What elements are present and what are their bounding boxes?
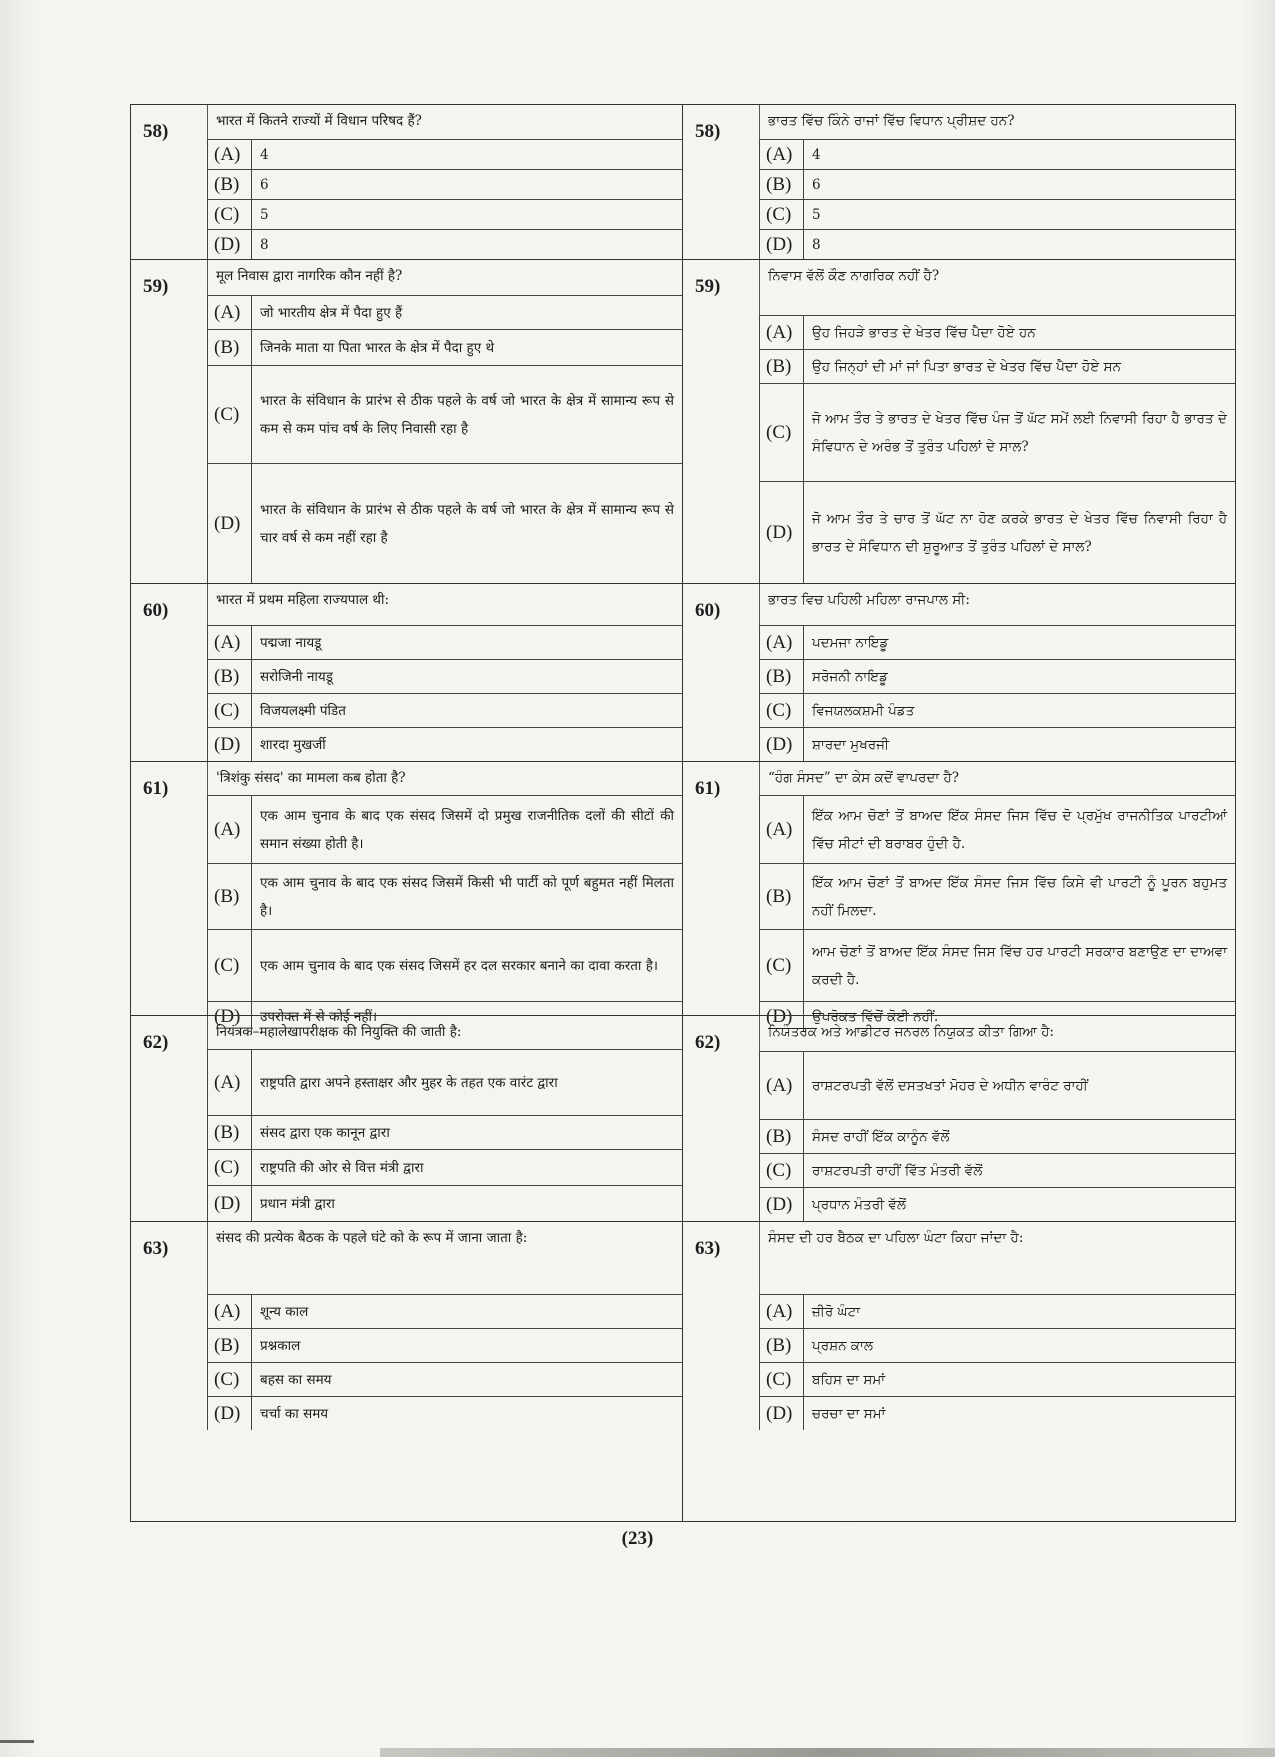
question-body xyxy=(759,1016,1235,1221)
option-text-cell xyxy=(804,1363,1235,1396)
option-letter: (C) xyxy=(760,1154,804,1187)
option-text: ਉਹ ਜਿਨ੍ਹਾਂ ਦੀ ਮਾਂ ਜਾਂ ਪਿਤਾ ਭਾਰਤ ਦੇ ਖੇਤਰ ਵਿੱਚ ਪੈਦਾ ਹੋਏ ਸਨ xyxy=(812,358,1121,375)
option-list xyxy=(207,139,682,259)
option-row xyxy=(207,169,682,199)
option-text-cell xyxy=(804,170,1235,199)
option-text: ਉਪਰੋਕਤ ਵਿੱਚੋਂ ਕੋਈ ਨਹੀਂ. xyxy=(812,1008,939,1025)
question-body xyxy=(207,105,682,259)
option-row xyxy=(207,693,682,727)
option-row xyxy=(207,1115,682,1149)
option-letter: (C) xyxy=(760,384,804,481)
option-text: ਸੰਸਦ ਰਾਹੀਂ ਇੱਕ ਕਾਨੂੰਨ ਵੱਲੋਂ xyxy=(812,1128,950,1145)
option-text-cell xyxy=(252,1186,682,1221)
option-letter: (C) xyxy=(208,1363,252,1396)
option-text: ਸਰੋਜਨੀ ਨਾਇਡੂ xyxy=(812,668,888,685)
option-text-cell xyxy=(804,1397,1235,1430)
option-row xyxy=(207,365,682,463)
option-letter: (D) xyxy=(760,1002,804,1031)
option-text-cell xyxy=(252,626,682,659)
option-text: भारत के संविधान के प्रारंभ से ठीक पहले के वर्ष जो भारत के क्षेत्र में सामान्य रूप से कम से कम पांच वर्ष के लिए निवासी रहा है xyxy=(260,392,674,437)
question-body xyxy=(207,584,682,761)
option-text: ਰਾਸ਼ਟਰਪਤੀ ਵੱਲੋਂ ਦਸਤਖਤਾਂ ਮੋਹਰ ਦੇ ਅਧੀਨ ਵਾਰੰਟ ਰਾਹੀਂ xyxy=(812,1077,1088,1094)
option-text: सरोजिनी नायडू xyxy=(260,668,333,685)
question-block xyxy=(131,1015,682,1221)
option-letter: (A) xyxy=(208,1295,252,1328)
question-stem: ਨਿਯੰਤਰਕ ਅਤੇ ਆਡੀਟਰ ਜਨਰਲ ਨਿਯੁਕਤ ਕੀਤਾ ਗਿਆ ਹੈ: xyxy=(759,1016,1235,1051)
question-body xyxy=(759,762,1235,1027)
option-row xyxy=(759,139,1235,169)
option-list xyxy=(207,295,682,583)
option-text: ਵਿਜਯਲਕਸ਼ਮੀ ਪੰਡਤ xyxy=(812,702,915,719)
option-text: संसद द्वारा एक कानून द्वारा xyxy=(260,1124,390,1141)
option-row xyxy=(759,1051,1235,1119)
question-block xyxy=(131,105,682,259)
option-letter: (D) xyxy=(760,230,804,259)
option-letter: (A) xyxy=(208,626,252,659)
option-text-cell xyxy=(804,626,1235,659)
option-text-cell xyxy=(804,350,1235,383)
option-row xyxy=(207,229,682,259)
option-row xyxy=(759,349,1235,383)
option-text: एक आम चुनाव के बाद एक संसद जिसमें हर दल सरकार बनाने का दावा करता है। xyxy=(260,957,658,974)
option-letter: (C) xyxy=(208,694,252,727)
option-letter: (A) xyxy=(760,1052,804,1119)
scan-edge-mark xyxy=(0,1740,34,1743)
option-letter: (B) xyxy=(760,350,804,383)
option-text-cell xyxy=(252,1397,682,1430)
option-list xyxy=(759,315,1235,583)
option-row xyxy=(207,1328,682,1362)
option-text: प्रश्नकाल xyxy=(260,1337,301,1354)
option-row xyxy=(207,199,682,229)
option-text-cell xyxy=(804,1154,1235,1187)
option-list xyxy=(207,1294,682,1430)
option-text: ਰਾਸ਼ਟਰਪਤੀ ਰਾਹੀਂ ਵਿੱਤ ਮੰਤਰੀ ਵੱਲੋਂ xyxy=(812,1162,983,1179)
option-row xyxy=(207,1362,682,1396)
option-letter: (A) xyxy=(760,316,804,349)
question-body xyxy=(759,260,1235,583)
option-text: ਆਮ ਚੋਣਾਂ ਤੋਂ ਬਾਅਦ ਇੱਕ ਸੰਸਦ ਜਿਸ ਵਿੱਚ ਹਰ ਪਾਰਟੀ ਸਰਕਾਰ ਬਣਾਉਣ ਦਾ ਦਾਅਵਾ ਕਰਦੀ ਹੈ. xyxy=(812,943,1227,988)
option-row xyxy=(207,295,682,329)
option-letter: (B) xyxy=(208,1329,252,1362)
option-letter: (D) xyxy=(208,464,252,583)
option-letter: (B) xyxy=(760,864,804,929)
option-letter: (B) xyxy=(208,864,252,929)
question-stem: मूल निवास द्वारा नागरिक कौन नहीं है? xyxy=(207,260,682,295)
option-text-cell xyxy=(252,140,682,169)
option-text-cell xyxy=(804,200,1235,229)
option-text: एक आम चुनाव के बाद एक संसद जिसमें किसी भी पार्टी को पूर्ण बहुमत नहीं मिलता है। xyxy=(260,874,674,919)
option-text-cell xyxy=(252,864,682,929)
option-row xyxy=(759,169,1235,199)
option-letter: (B) xyxy=(760,1120,804,1153)
option-row xyxy=(759,315,1235,349)
option-text-cell xyxy=(252,796,682,863)
option-letter: (C) xyxy=(208,930,252,1001)
option-row xyxy=(759,693,1235,727)
option-text-cell xyxy=(804,1329,1235,1362)
question-block xyxy=(683,1221,1235,1427)
option-text-cell xyxy=(252,1363,682,1396)
option-text-cell xyxy=(252,170,682,199)
option-text: 6 xyxy=(812,176,821,193)
option-text: उपरोक्त में से कोई नहीं। xyxy=(260,1008,378,1025)
option-letter: (D) xyxy=(208,230,252,259)
option-letter: (D) xyxy=(208,728,252,761)
option-text-cell xyxy=(252,1050,682,1115)
option-text: एक आम चुनाव के बाद एक संसद जिसमें दो प्रमुख राजनीतिक दलों की सीटों की समान संख्या होती है। xyxy=(260,807,674,852)
question-body xyxy=(207,1222,682,1427)
option-row xyxy=(759,795,1235,863)
option-letter: (C) xyxy=(208,366,252,463)
question-block xyxy=(683,583,1235,761)
option-text: ਇੱਕ ਆਮ ਚੋਣਾਂ ਤੋਂ ਬਾਅਦ ਇੱਕ ਸੰਸਦ ਜਿਸ ਵਿੱਚ ਕਿਸੇ ਵੀ ਪਾਰਟੀ ਨੂੰ ਪੂਰਨ ਬਹੁਮਤ ਨਹੀਂ ਮਿਲਦਾ. xyxy=(812,874,1227,919)
option-text-cell xyxy=(252,230,682,259)
question-body xyxy=(759,105,1235,259)
question-stem: नियंत्रक–महालेखापरीक्षक की नियुक्ति की जाती है: xyxy=(207,1016,682,1049)
option-text: राष्ट्रपति की ओर से वित्त मंत्री द्वारा xyxy=(260,1159,424,1176)
option-letter: (C) xyxy=(208,1150,252,1185)
option-letter: (A) xyxy=(208,796,252,863)
option-letter: (B) xyxy=(208,170,252,199)
question-number: 61) xyxy=(143,778,169,799)
question-number: 59) xyxy=(695,276,721,297)
question-stem: “ਹੰਗ ਸੰਸਦ” ਦਾ ਕੇਸ ਕਦੋਂ ਵਾਪਰਦਾ ਹੈ? xyxy=(759,762,1235,795)
option-row xyxy=(207,1396,682,1430)
option-text: ਸ਼ਾਰਦਾ ਮੁਖਰਜੀ xyxy=(812,736,890,753)
question-stem: संसद की प्रत्येक बैठक के पहले घंटे को के रूप में जाना जाता है: xyxy=(207,1222,682,1294)
page-number: (23) xyxy=(621,1528,654,1549)
option-row xyxy=(207,863,682,929)
option-letter: (C) xyxy=(760,930,804,1001)
option-letter: (C) xyxy=(760,200,804,229)
option-letter: (A) xyxy=(760,1295,804,1328)
question-block xyxy=(131,259,682,583)
option-row xyxy=(207,139,682,169)
option-row xyxy=(759,625,1235,659)
option-text-cell xyxy=(804,230,1235,259)
option-text-cell xyxy=(804,728,1235,761)
option-text: जिनके माता या पिता भारत के क्षेत्र में पैदा हुए थे xyxy=(260,339,495,356)
option-text-cell xyxy=(804,140,1235,169)
question-block xyxy=(131,1221,682,1427)
option-text: जो भारतीय क्षेत्र में पैदा हुए हैं xyxy=(260,304,403,321)
option-letter: (D) xyxy=(208,1397,252,1430)
question-block xyxy=(683,1015,1235,1221)
option-row xyxy=(207,795,682,863)
option-text: ਉਹ ਜਿਹੜੇ ਭਾਰਤ ਦੇ ਖੇਤਰ ਵਿੱਚ ਪੈਦਾ ਹੋਏ ਹਨ xyxy=(812,324,1036,341)
option-list xyxy=(759,1294,1235,1430)
option-text-cell xyxy=(804,1120,1235,1153)
option-list xyxy=(759,795,1235,1031)
option-text-cell xyxy=(252,930,682,1001)
question-stem: 'त्रिशंकु संसद' का मामला कब होता है? xyxy=(207,762,682,795)
option-list xyxy=(207,625,682,761)
question-block xyxy=(683,105,1235,259)
option-row xyxy=(759,659,1235,693)
option-letter: (A) xyxy=(760,140,804,169)
option-letter: (D) xyxy=(208,1002,252,1031)
question-block xyxy=(683,259,1235,583)
question-stem: ਸੰਸਦ ਦੀ ਹਰ ਬੈਠਕ ਦਾ ਪਹਿਲਾ ਘੰਟਾ ਕਿਹਾ ਜਾਂਦਾ ਹੈ: xyxy=(759,1222,1235,1294)
option-text-cell xyxy=(804,1188,1235,1221)
question-stem: भारत में कितने राज्यों में विधान परिषद हैं? xyxy=(207,105,682,139)
option-letter: (D) xyxy=(760,1188,804,1221)
punjabi-column xyxy=(683,105,1235,1521)
option-row xyxy=(207,727,682,761)
option-text-cell xyxy=(804,1052,1235,1119)
option-text-cell xyxy=(252,1295,682,1328)
option-letter: (A) xyxy=(760,626,804,659)
option-row xyxy=(207,625,682,659)
option-list xyxy=(207,1049,682,1221)
option-row xyxy=(207,929,682,1001)
question-number: 63) xyxy=(695,1238,721,1259)
option-text-cell xyxy=(252,694,682,727)
option-letter: (D) xyxy=(208,1186,252,1221)
question-number: 62) xyxy=(695,1032,721,1053)
option-row xyxy=(207,329,682,365)
option-letter: (D) xyxy=(760,1397,804,1430)
option-text: शून्य काल xyxy=(260,1303,309,1320)
option-text: ਇੱਕ ਆਮ ਚੋਣਾਂ ਤੋਂ ਬਾਅਦ ਇੱਕ ਸੰਸਦ ਜਿਸ ਵਿੱਚ ਦੋ ਪ੍ਰਮੁੱਖ ਰਾਜਨੀਤਿਕ ਪਾਰਟੀਆਂ ਵਿੱਚ ਸੀਟਾਂ ਦੀ ਬਰਾਬਰ ਹੁੰਦੀ ਹੈ. xyxy=(812,807,1227,852)
question-block xyxy=(131,583,682,761)
option-text: पद्मजा नायडू xyxy=(260,634,322,651)
option-row xyxy=(759,1362,1235,1396)
option-text: 8 xyxy=(812,236,821,253)
option-row xyxy=(207,1049,682,1115)
question-number: 58) xyxy=(695,121,721,142)
option-list xyxy=(759,1051,1235,1221)
question-body xyxy=(759,1222,1235,1427)
option-list xyxy=(207,795,682,1031)
option-row xyxy=(759,1153,1235,1187)
option-letter: (B) xyxy=(760,170,804,199)
option-text-cell xyxy=(252,1116,682,1149)
option-text: शारदा मुखर्जी xyxy=(260,736,326,753)
option-row xyxy=(207,1294,682,1328)
option-text: 6 xyxy=(260,176,269,193)
option-text-cell xyxy=(252,464,682,583)
option-text: विजयलक्ष्मी पंडित xyxy=(260,702,346,719)
option-letter: (C) xyxy=(760,1363,804,1396)
question-body xyxy=(207,1016,682,1221)
option-row xyxy=(759,229,1235,259)
option-text: ਜੋ ਆਮ ਤੌਰ ਤੇ ਚਾਰ ਤੋਂ ਘੱਟ ਨਾ ਹੋਣ ਕਰਕੇ ਭਾਰਤ ਦੇ ਖੇਤਰ ਵਿੱਚ ਨਿਵਾਸੀ ਰਿਹਾ ਹੈ ਭਾਰਤ ਦੇ ਸੰਵਿਧਾਨ ਦੀ ਸ਼ੁਰੂਆਤ ਤੋਂ ਤੁਰੰਤ ਪਹਿਲਾਂ ਦੇ ਸਾਲ? xyxy=(812,510,1227,555)
option-letter: (B) xyxy=(760,1329,804,1362)
option-row xyxy=(759,1396,1235,1430)
option-letter: (C) xyxy=(760,694,804,727)
question-stem: ਨਿਵਾਸ ਵੱਲੋਂ ਕੌਣ ਨਾਗਰਿਕ ਨਹੀਂ ਹੈ? xyxy=(759,260,1235,315)
option-text-cell xyxy=(804,482,1235,583)
option-row xyxy=(759,1187,1235,1221)
scan-bottom-shadow xyxy=(380,1748,1275,1757)
question-body xyxy=(207,260,682,583)
question-body xyxy=(207,762,682,1027)
option-text-cell xyxy=(252,200,682,229)
option-letter: (D) xyxy=(760,482,804,583)
option-row xyxy=(759,929,1235,1001)
option-text: बहस का समय xyxy=(260,1371,332,1388)
option-row xyxy=(759,481,1235,583)
question-number: 59) xyxy=(143,276,169,297)
option-text: ਜੋ ਆਮ ਤੌਰ ਤੇ ਭਾਰਤ ਦੇ ਖੇਤਰ ਵਿੱਚ ਪੰਜ ਤੋਂ ਘੱਟ ਸਮੇਂ ਲਈ ਨਿਵਾਸੀ ਰਿਹਾ ਹੈ ਭਾਰਤ ਦੇ ਸੰਵਿਧਾਨ ਦੇ ਅਰੰਭ ਤੋਂ ਤੁਰੰਤ ਪਹਿਲਾਂ ਦੇ ਸਾਲ? xyxy=(812,410,1227,455)
option-text: चर्चा का समय xyxy=(260,1405,329,1422)
option-text: ਪ੍ਰਸ਼ਨ ਕਾਲ xyxy=(812,1337,873,1354)
hindi-column xyxy=(131,105,683,1521)
question-number: 61) xyxy=(695,778,721,799)
option-text-cell xyxy=(804,930,1235,1001)
option-text: 5 xyxy=(260,206,269,223)
question-table xyxy=(130,104,1236,1522)
option-letter: (D) xyxy=(760,728,804,761)
option-row xyxy=(207,1185,682,1221)
question-number: 63) xyxy=(143,1238,169,1259)
option-letter: (A) xyxy=(208,1050,252,1115)
option-text: 8 xyxy=(260,236,269,253)
option-letter: (A) xyxy=(208,140,252,169)
option-text-cell xyxy=(804,1295,1235,1328)
question-stem: भारत में प्रथम महिला राज्यपाल थी: xyxy=(207,584,682,625)
option-row xyxy=(759,863,1235,929)
option-row xyxy=(759,1328,1235,1362)
question-stem: ਭਾਰਤ ਵਿੱਚ ਕਿੰਨੇ ਰਾਜਾਂ ਵਿੱਚ ਵਿਧਾਨ ਪ੍ਰੀਸ਼ਦ ਹਨ? xyxy=(759,105,1235,139)
question-stem: ਭਾਰਤ ਵਿਚ ਪਹਿਲੀ ਮਹਿਲਾ ਰਾਜਪਾਲ ਸੀ: xyxy=(759,584,1235,625)
option-letter: (B) xyxy=(760,660,804,693)
option-text-cell xyxy=(252,728,682,761)
option-text: 4 xyxy=(812,146,821,163)
option-text-cell xyxy=(252,296,682,329)
option-text: प्रधान मंत्री द्वारा xyxy=(260,1195,335,1212)
option-row xyxy=(759,383,1235,481)
option-row xyxy=(207,659,682,693)
question-block xyxy=(131,761,682,1027)
option-text: ਬਹਿਸ ਦਾ ਸਮਾਂ xyxy=(812,1371,886,1388)
option-text-cell xyxy=(804,316,1235,349)
option-text-cell xyxy=(804,796,1235,863)
option-row xyxy=(759,1294,1235,1328)
question-number: 60) xyxy=(143,600,169,621)
option-row xyxy=(759,1119,1235,1153)
option-text-cell xyxy=(252,366,682,463)
option-row xyxy=(207,1149,682,1185)
option-letter: (B) xyxy=(208,330,252,365)
question-body xyxy=(759,584,1235,761)
question-number: 60) xyxy=(695,600,721,621)
option-text: भारत के संविधान के प्रारंभ से ठीक पहले के वर्ष जो भारत के क्षेत्र में सामान्य रूप से चार वर्ष से कम नहीं रहा है xyxy=(260,501,674,546)
option-text-cell xyxy=(804,660,1235,693)
option-letter: (A) xyxy=(760,796,804,863)
option-text-cell xyxy=(252,660,682,693)
question-number: 58) xyxy=(143,121,169,142)
option-row xyxy=(207,463,682,583)
option-text-cell xyxy=(252,1150,682,1185)
option-row xyxy=(759,199,1235,229)
option-letter: (C) xyxy=(208,200,252,229)
option-text: 5 xyxy=(812,206,821,223)
option-text-cell xyxy=(252,1329,682,1362)
option-text: 4 xyxy=(260,146,269,163)
option-text: ਚਰਚਾ ਦਾ ਸਮਾਂ xyxy=(812,1405,886,1422)
question-number: 62) xyxy=(143,1032,169,1053)
option-text: ਪਦਮਜਾ ਨਾਇਡੂ xyxy=(812,634,889,651)
option-row xyxy=(759,727,1235,761)
option-text-cell xyxy=(804,864,1235,929)
option-letter: (B) xyxy=(208,1116,252,1149)
option-text: ਜ਼ੀਰੋ ਘੰਟਾ xyxy=(812,1303,861,1320)
option-text: राष्ट्रपति द्वारा अपने हस्ताक्षर और मुहर के तहत एक वारंट द्वारा xyxy=(260,1074,558,1091)
option-list xyxy=(759,139,1235,259)
option-text-cell xyxy=(804,694,1235,727)
option-text-cell xyxy=(252,330,682,365)
option-letter: (B) xyxy=(208,660,252,693)
option-text: ਪ੍ਰਧਾਨ ਮੰਤਰੀ ਵੱਲੋਂ xyxy=(812,1196,906,1213)
question-block xyxy=(683,761,1235,1027)
option-list xyxy=(759,625,1235,761)
option-text-cell xyxy=(804,384,1235,481)
option-letter: (A) xyxy=(208,296,252,329)
